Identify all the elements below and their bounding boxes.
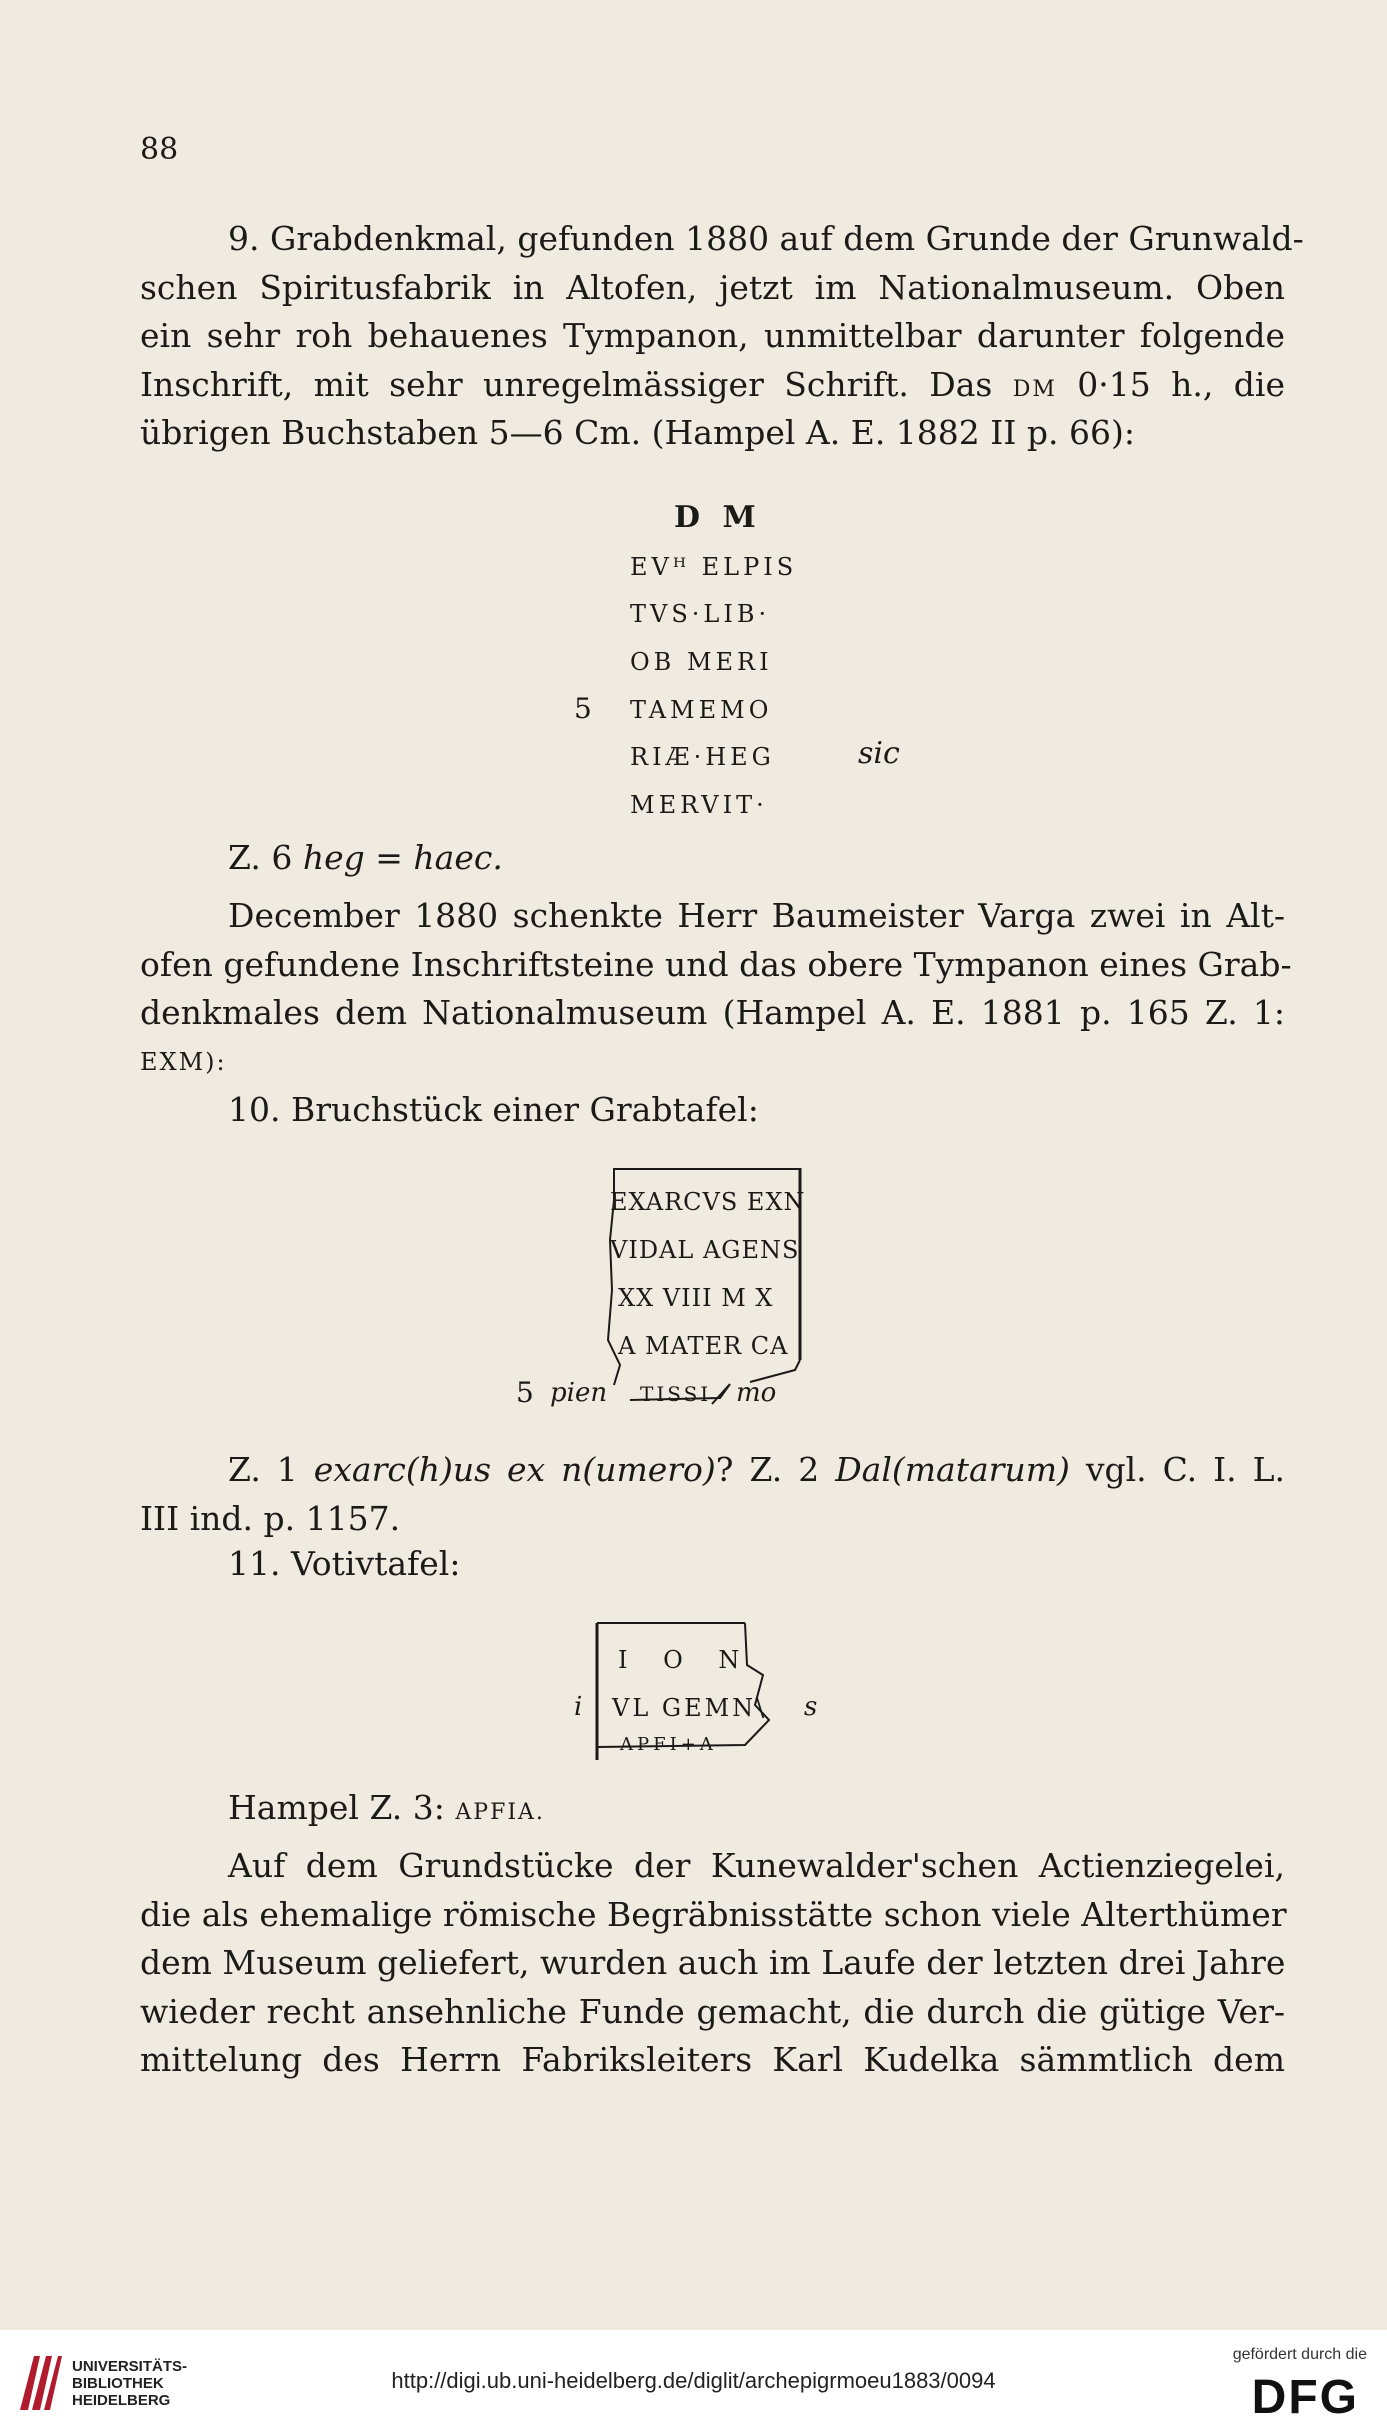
text-segment: ? Z. 2 <box>715 1450 836 1489</box>
text-line: übrigen Buchstaben 5—6 Cm. (Hampel A. E. 1882 II p. 66): <box>140 413 1135 452</box>
text-segment: vgl. C. I. L. <box>1069 1450 1286 1489</box>
fragment-line: I O N <box>618 1646 754 1674</box>
text-segment: Z. 6 <box>228 838 303 877</box>
note-11 <box>228 1788 545 1827</box>
paragraph-kunewald <box>140 1842 1285 2085</box>
fragment-line: VIDAL AGENS <box>610 1236 800 1264</box>
dfg-caption: gefördert durch die <box>1232 2346 1367 2363</box>
fragment-line: mo <box>736 1378 777 1408</box>
small-caps-value: APFIA. <box>455 1800 545 1825</box>
fragment-line: A MATER CA <box>618 1332 789 1360</box>
fragment-line: i <box>574 1692 584 1722</box>
inscription-line: TVS·LIB· <box>630 600 771 628</box>
inscription-line: MERVIT· <box>630 791 768 819</box>
text-segment: haec. <box>413 838 503 877</box>
text-line: ofen gefundene Inschriftsteine und das obere Tympanon eines Grab- <box>140 944 1292 984</box>
paragraph-december <box>140 892 1292 1086</box>
text-segment: heg <box>302 838 365 877</box>
text-line: ein sehr roh behauenes Tympanon, unmittelbar darunter folgende <box>140 316 1285 355</box>
inscription-line: EVᴴ ELPIS <box>630 553 798 581</box>
inscription-line: RIÆ·HEG <box>630 743 775 771</box>
text-line: wieder recht ansehnliche Funde gemacht, die durch die gütige Ver- <box>140 1991 1285 2031</box>
inscription-line: TAMEMO <box>630 696 773 724</box>
small-caps-dm: DM <box>1012 376 1057 402</box>
text-segment: UNIVERSITÄTS- <box>72 2358 188 2375</box>
text-segment: BIBLIOTHEK <box>72 2375 164 2392</box>
line-number: 5 <box>516 1376 534 1409</box>
text-segment: Dal(matarum) <box>835 1450 1070 1489</box>
inscription-line: OB MERI <box>630 648 773 676</box>
page-number: 88 <box>140 132 179 167</box>
text-segment: = <box>364 838 414 877</box>
text-line: Auf dem Grundstücke der Kunewalder'schen Actienziegelei, <box>228 1846 1285 1885</box>
text-line: December 1880 schenkte Herr Baumeister Varga zwei in Alt- <box>228 896 1285 935</box>
fragment-line: VL GEMN\ <box>612 1694 768 1722</box>
text-line: denkmales dem Nationalmuseum (Hampel A. E. 1881 p. 165 Z. 1: <box>140 993 1285 1032</box>
text-line: EXM): <box>140 1047 227 1076</box>
line-number: 5 <box>574 692 592 725</box>
text-line: die als ehemalige römische Begräbnisstätte schon viele Alterthümer <box>140 1894 1287 1934</box>
text-segment: exarc(h)us ex n(umero) <box>313 1450 716 1489</box>
heading-10: 10. Bruchstück einer Grabtafel: <box>228 1090 759 1129</box>
fragment-line: pien <box>550 1378 608 1408</box>
fragment-line: s <box>804 1692 819 1722</box>
fragment-line: XX VIII M X <box>618 1284 774 1312</box>
sic-note: sic <box>858 736 900 771</box>
text-line: 9. Grabdenkmal, gefunden 1880 auf dem Grunde der Grunwald- <box>228 219 1304 258</box>
text-line: schen Spiritusfabrik in Altofen, jetzt im Nationalmuseum. Oben <box>140 267 1285 307</box>
note-10 <box>140 1446 1285 1543</box>
text-segment: Hampel Z. 3: <box>228 1788 445 1827</box>
dfg-logo: DFG <box>1251 2371 1359 2424</box>
text-line <box>140 361 1285 410</box>
text-line: dem Museum geliefert, wurden auch im Laufe der letzten drei Jahre <box>140 1943 1286 1982</box>
note-line <box>228 838 503 877</box>
fragment-line: APFI+A <box>620 1734 717 1755</box>
text-line: III ind. p. 1157. <box>140 1498 401 1538</box>
text-line: mittelung des Herrn Fabriksleiters Karl Kudelka sämmtlich dem <box>140 2040 1285 2079</box>
fragment-line: TISSI <box>640 1382 712 1406</box>
text-segment: Z. 1 <box>228 1450 314 1489</box>
text-segment: HEIDELBERG <box>72 2392 171 2409</box>
paragraph-9 <box>140 215 1304 458</box>
page-url-link[interactable]: http://digi.ub.uni-heidelberg.de/diglit/archepigrmoeu1883/0094 <box>391 2368 996 2393</box>
inscription-line: D M <box>674 500 762 535</box>
viewer-footer <box>0 2330 1387 2432</box>
heading-11: 11. Votivtafel: <box>228 1544 461 1583</box>
text-segment: Inschrift, mit sehr unregelmässiger Schrift. Das <box>140 364 993 404</box>
text-segment: 0·15 h., die <box>1077 364 1285 404</box>
text-line <box>140 1446 1285 1495</box>
fragment-line: EXARCVS EXN <box>610 1188 806 1216</box>
